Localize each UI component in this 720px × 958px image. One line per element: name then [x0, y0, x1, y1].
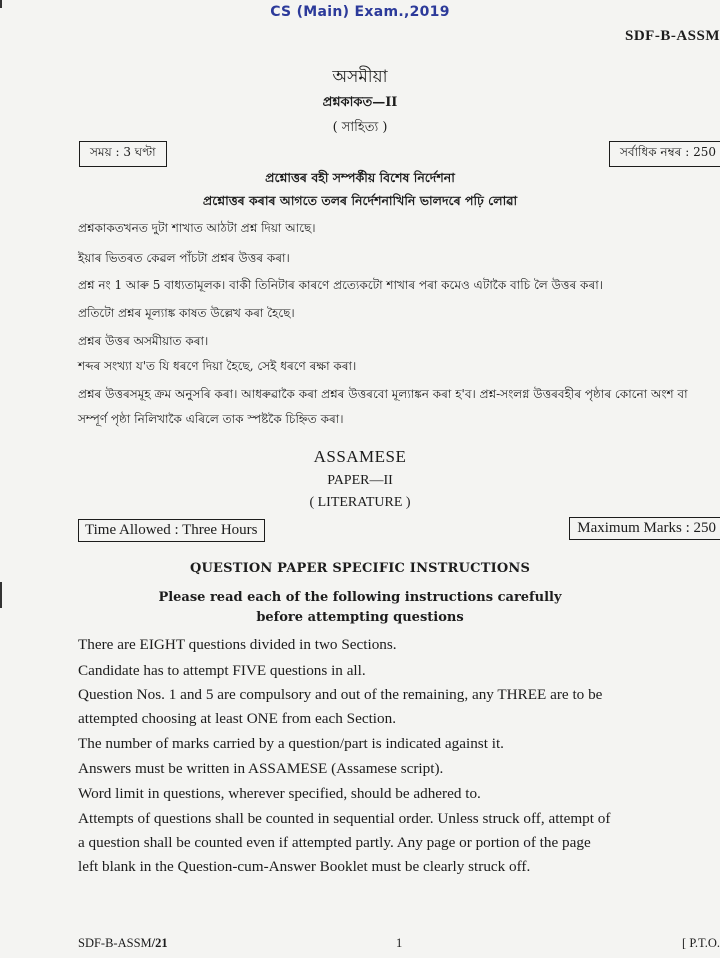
- english-instruction: Candidate has to attempt FIVE questions in all.: [78, 662, 366, 679]
- assamese-marks-box: সৰ্বাধিক নম্বৰ : 250: [609, 141, 720, 167]
- assamese-instruction: প্ৰশ্ন নং 1 আৰু 5 বাধ্যতামূলক। বাকী তিনিটাৰ কাৰণে প্ৰত্যেকটো শাখাৰ পৰা কমেও এটাকৈ বাচি লৈ উত্তৰ কৰা।: [78, 278, 603, 292]
- assamese-title: অসমীয়া: [332, 67, 388, 87]
- assamese-instruction: প্ৰতিটো প্ৰশ্নৰ মূল্যাঙ্ক কাষত উল্লেখ কৰা হৈছে।: [78, 306, 295, 320]
- english-title: ASSAMESE: [313, 447, 407, 466]
- assamese-instruction: সম্পূৰ্ণ পৃষ্ঠা নিলিখাকৈ এৰিলে তাক স্পষ্টকৈ চিহ্নিত কৰা।: [78, 412, 344, 426]
- scan-edge-mark: [0, 0, 2, 8]
- footer-code-suffix: /21: [151, 936, 168, 950]
- assamese-heading-1: প্ৰশ্নোত্তৰ বহী সম্পৰ্কীয় বিশেষ নিৰ্দেশনা: [265, 170, 455, 185]
- assamese-subject: ( সাহিত্য ): [332, 120, 388, 135]
- assamese-instruction: প্ৰশ্নৰ উত্তৰসমূহ ক্ৰম অনুসৰি কৰা। আধৰুৱাকৈ কৰা প্ৰশ্নৰ উত্তৰবো মূল্যাঙ্কন কৰা হ'ব। প্ৰশ্ন-সংলগ্ন উত্তৰবহীৰ পৃষ্ঠাৰ কোনো অংশ বা: [78, 387, 688, 401]
- english-instruction: Question Nos. 1 and 5 are compulsory and out of the remaining, any THREE are to be: [78, 686, 603, 703]
- assamese-heading-2: প্ৰশ্নোত্তৰ কৰাৰ আগতে তলৰ নিৰ্দেশনাখিনি ভালদৰে পঢ়ি লোৱা: [202, 193, 518, 208]
- english-heading: QUESTION PAPER SPECIFIC INSTRUCTIONS: [189, 561, 531, 576]
- assamese-instruction: ইয়াৰ ভিতৰত কেৱল পাঁচটা প্ৰশ্নৰ উত্তৰ কৰা।: [78, 251, 290, 265]
- pto-label: [ P.T.O.: [682, 936, 720, 950]
- assamese-paper: প্ৰশ্নকাকত—II: [322, 95, 398, 110]
- english-subject: ( LITERATURE ): [309, 495, 411, 510]
- english-instruction: attempted choosing at least ONE from each Section.: [78, 710, 396, 727]
- english-time-box: Time Allowed : Three Hours: [78, 519, 265, 542]
- page-number: 1: [396, 936, 403, 950]
- exam-stamp: CS (Main) Exam.,2019: [270, 4, 450, 20]
- assamese-instruction: প্ৰশ্নকাকতখনত দুটা শাখাত আঠটা প্ৰশ্ন দিয়া আছে।: [78, 221, 316, 235]
- english-subheading-2: before attempting questions: [256, 610, 464, 625]
- english-marks-box: Maximum Marks : 250: [569, 517, 720, 540]
- english-instruction: Attempts of questions shall be counted in sequential order. Unless struck off, attempt of: [78, 810, 611, 827]
- english-instruction: Word limit in questions, wherever specified, should be adhered to.: [78, 785, 481, 802]
- english-instruction: left blank in the Question-cum-Answer Booklet must be clearly struck off.: [78, 858, 531, 875]
- english-instruction: There are EIGHT questions divided in two Sections.: [78, 636, 397, 653]
- english-instruction: Answers must be written in ASSAMESE (Assamese script).: [78, 760, 444, 777]
- footer-paper-code: [78, 936, 168, 951]
- english-instruction: a question shall be counted even if attempted partly. Any page or portion of the page: [78, 834, 591, 851]
- assamese-time-box: সময় : 3 ঘণ্টা: [79, 141, 167, 167]
- english-subheading-1: Please read each of the following instructions carefully: [158, 590, 562, 605]
- english-instruction: The number of marks carried by a question/part is indicated against it.: [78, 735, 504, 752]
- footer-code-prefix: SDF-B-ASSM: [78, 936, 152, 950]
- assamese-instruction: প্ৰশ্নৰ উত্তৰ অসমীয়াত কৰা।: [78, 334, 209, 348]
- english-paper: PAPER—II: [327, 473, 393, 488]
- assamese-instruction: শব্দৰ সংখ্যা য'ত যি ধৰণে দিয়া হৈছে, সেই ধৰণে ৰক্ষা কৰা।: [78, 359, 357, 373]
- paper-code-top: SDF-B-ASSM: [624, 28, 720, 44]
